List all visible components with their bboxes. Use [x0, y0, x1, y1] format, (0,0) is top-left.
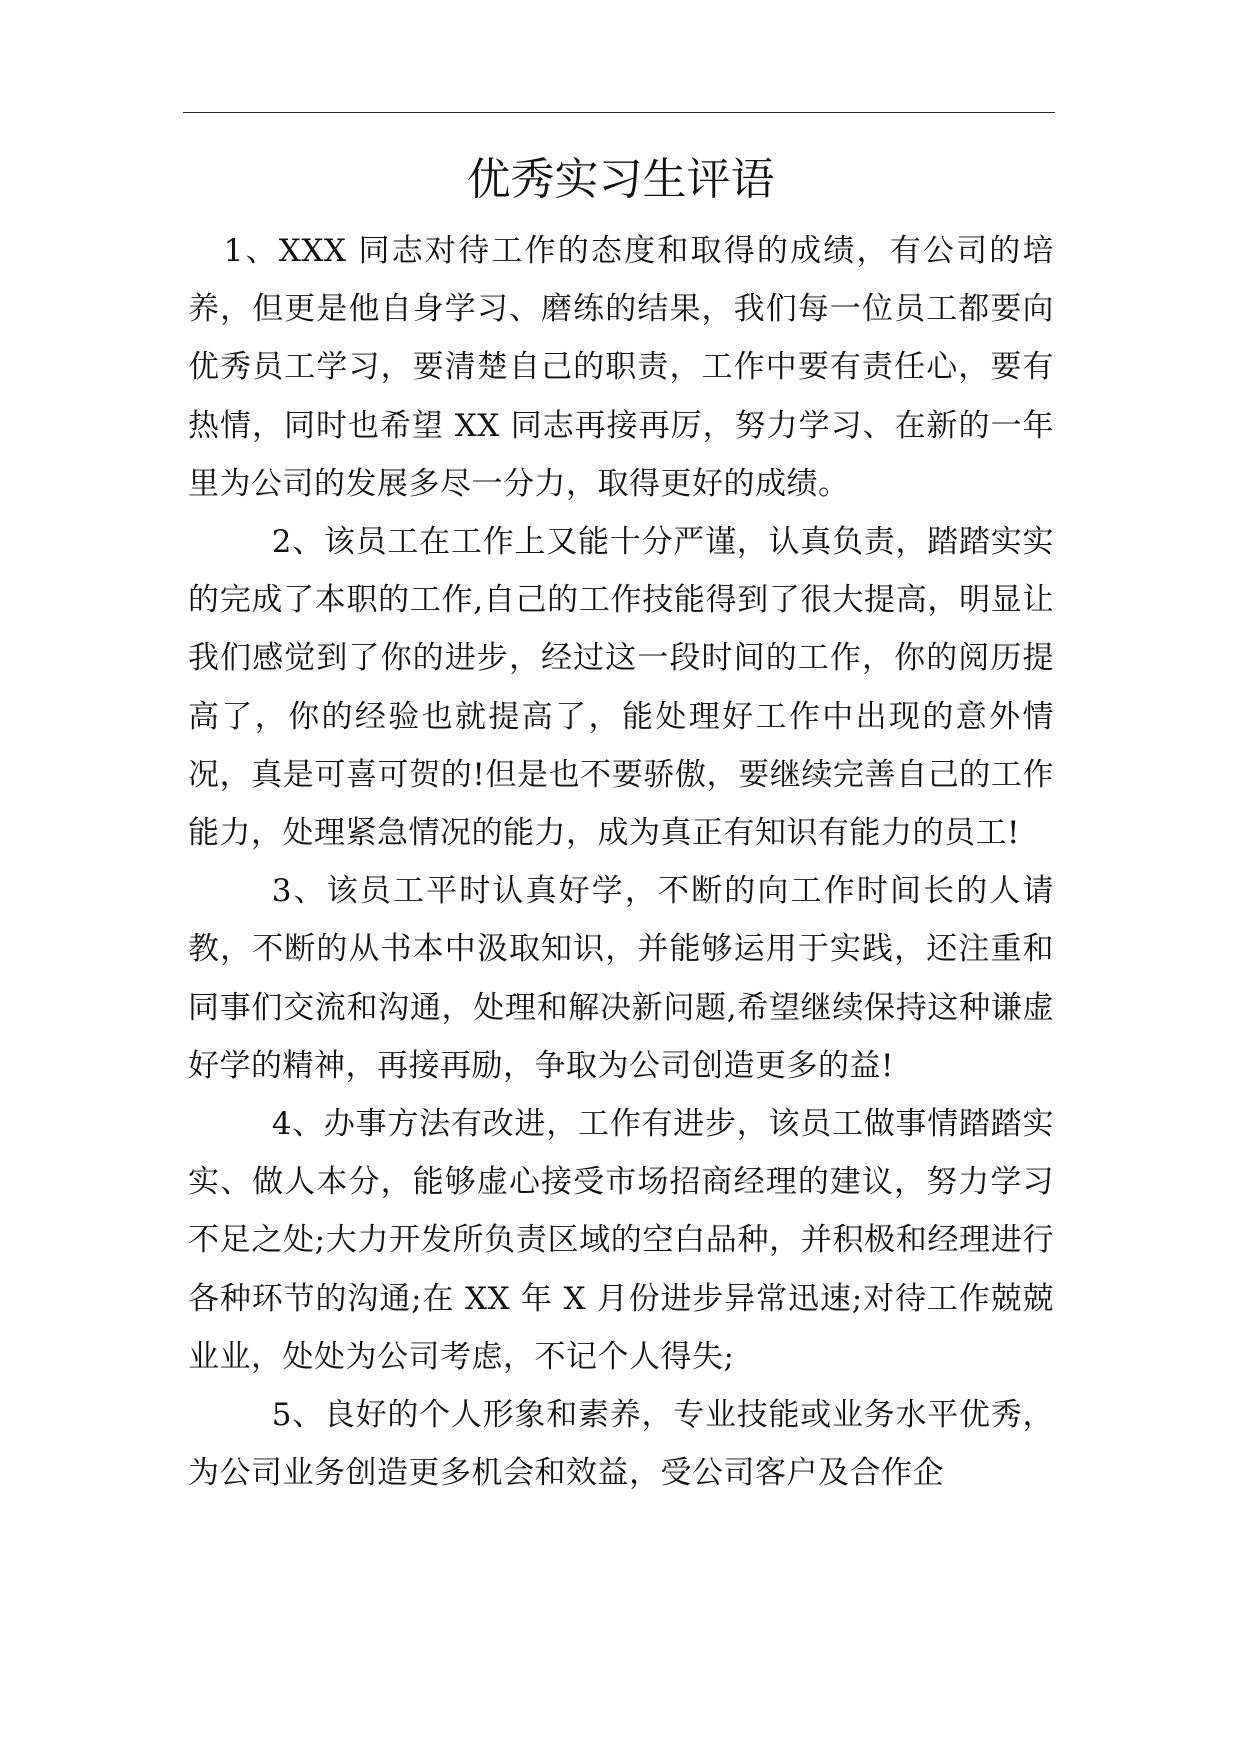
paragraph-2: 2、该员工在工作上又能十分严谨，认真负责，踏踏实实的完成了本职的工作,自己的工作技能得到了很大提高，明显让我们感觉到了你的进步，经过这一段时间的工作，你的阅历提高了，你的经验也就提高了，能处理好工作中出现的意外情况，真是可喜可贺的!但是也不要骄傲，要继续完善自己的工作能力，处理紧急情况的能力，成为真正有知识有能力的员工!: [188, 524, 1054, 852]
paragraph-4: 4、办事方法有改进，工作有进步，该员工做事情踏踏实实、做人本分，能够虚心接受市场招商经理的建议，努力学习不足之处;大力开发所负责区域的空白品种，并积极和经理进行各种环节的沟通;在 XX 年 X 月份进步异常迅速;对待工作兢兢业业，处处为公司考虑，不记个人得失;: [188, 1106, 1054, 1375]
paragraph-1: 1、XXX 同志对待工作的态度和取得的成绩，有公司的培养，但更是他自身学习、磨练的结果，我们每一位员工都要向优秀员工学习，要清楚自己的职责，工作中要有责任心，要有热情，同时也希望 XX 同志再接再厉，努力学习、在新的一年里为公司的发展多尽一分力，取得更好的成绩。: [188, 233, 1054, 502]
document-body: [188, 222, 1054, 1502]
paragraph-5: 5、良好的个人形象和素养，专业技能或业务水平优秀，为公司业务创造更多机会和效益，受公司客户及合作企: [188, 1397, 1054, 1492]
header-rule: [183, 112, 1055, 113]
paragraph-3: 3、该员工平时认真好学，不断的向工作时间长的人请教，不断的从书本中汲取知识，并能够运用于实践，还注重和同事们交流和沟通，处理和解决新问题,希望继续保持这种谦虚好学的精神，再接再励，争取为公司创造更多的益!: [188, 873, 1054, 1084]
document-title: 优秀实习生评语: [466, 154, 775, 205]
